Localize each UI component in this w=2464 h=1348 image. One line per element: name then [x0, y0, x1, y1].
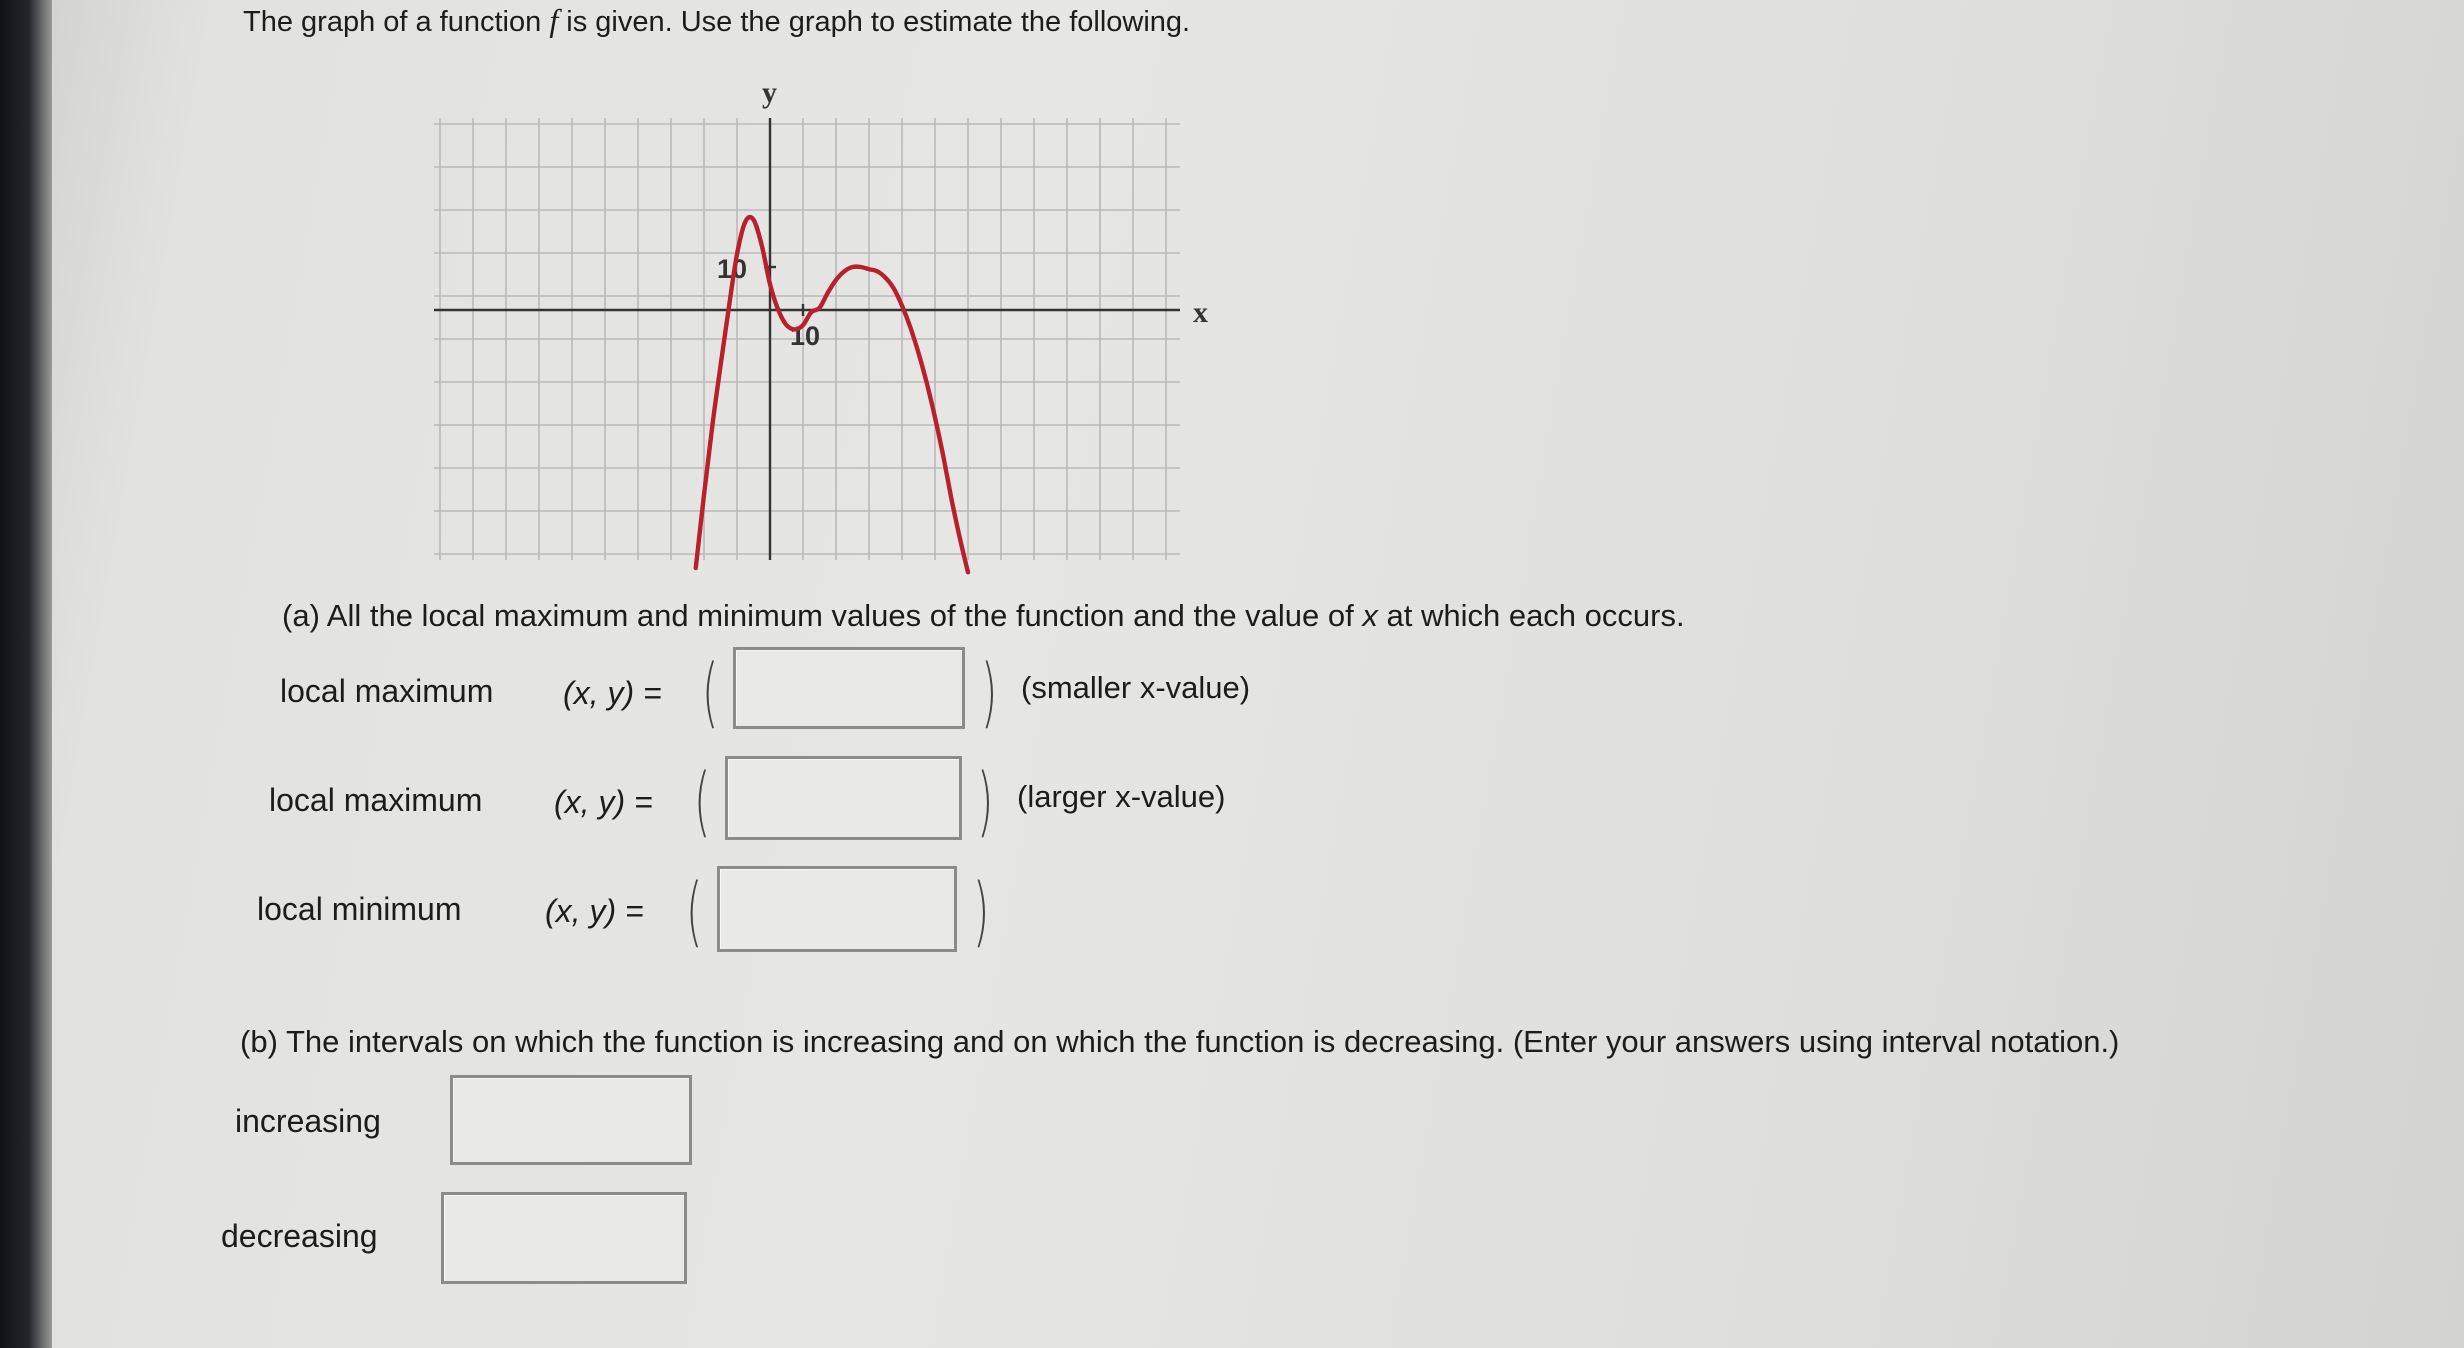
local-min-equation: (x, y) = — [545, 893, 644, 929]
local-min-label: local minimum — [257, 891, 462, 927]
y-tick-label-10: 10 — [717, 254, 748, 284]
increasing-input[interactable] — [450, 1075, 692, 1165]
function-graph — [420, 60, 1240, 580]
screen-bezel — [0, 0, 52, 1348]
x-tick-label-10: 10 — [790, 321, 821, 351]
local-max-1-open-paren: ( — [702, 647, 719, 736]
x-axis-label: x — [1193, 296, 1208, 329]
local-min-close-paren: ) — [973, 866, 990, 955]
local-min-open-paren: ( — [686, 866, 703, 955]
part-b-prompt: (b) The intervals on which the function is increasing and on which the function is decreasing. (Enter your answers using interval notation.) — [240, 1024, 2120, 1059]
question-intro: The graph of a function f is given. Use the graph to estimate the following. — [243, 2, 1191, 38]
local-max-1-label: local maximum — [280, 673, 494, 709]
local-max-2-open-paren: ( — [694, 756, 711, 845]
local-max-2-note: (larger x-value) — [1017, 779, 1226, 814]
local-max-1-input[interactable] — [733, 647, 965, 729]
increasing-label: increasing — [235, 1103, 381, 1139]
local-max-2-equation: (x, y) = — [554, 784, 653, 820]
local-max-1-close-paren: ) — [981, 647, 998, 736]
decreasing-label: decreasing — [221, 1218, 378, 1254]
local-max-2-close-paren: ) — [977, 756, 994, 845]
decreasing-input[interactable] — [441, 1192, 687, 1284]
local-max-2-input[interactable] — [725, 756, 962, 840]
part-a-prompt: (a) All the local maximum and minimum values of the function and the value of x at which each occurs. — [282, 598, 1685, 633]
local-max-1-note: (smaller x-value) — [1021, 670, 1251, 705]
y-axis-label: y — [762, 76, 777, 109]
local-max-1-equation: (x, y) = — [563, 675, 662, 711]
local-min-input[interactable] — [717, 866, 957, 952]
local-max-2-label: local maximum — [269, 782, 483, 818]
